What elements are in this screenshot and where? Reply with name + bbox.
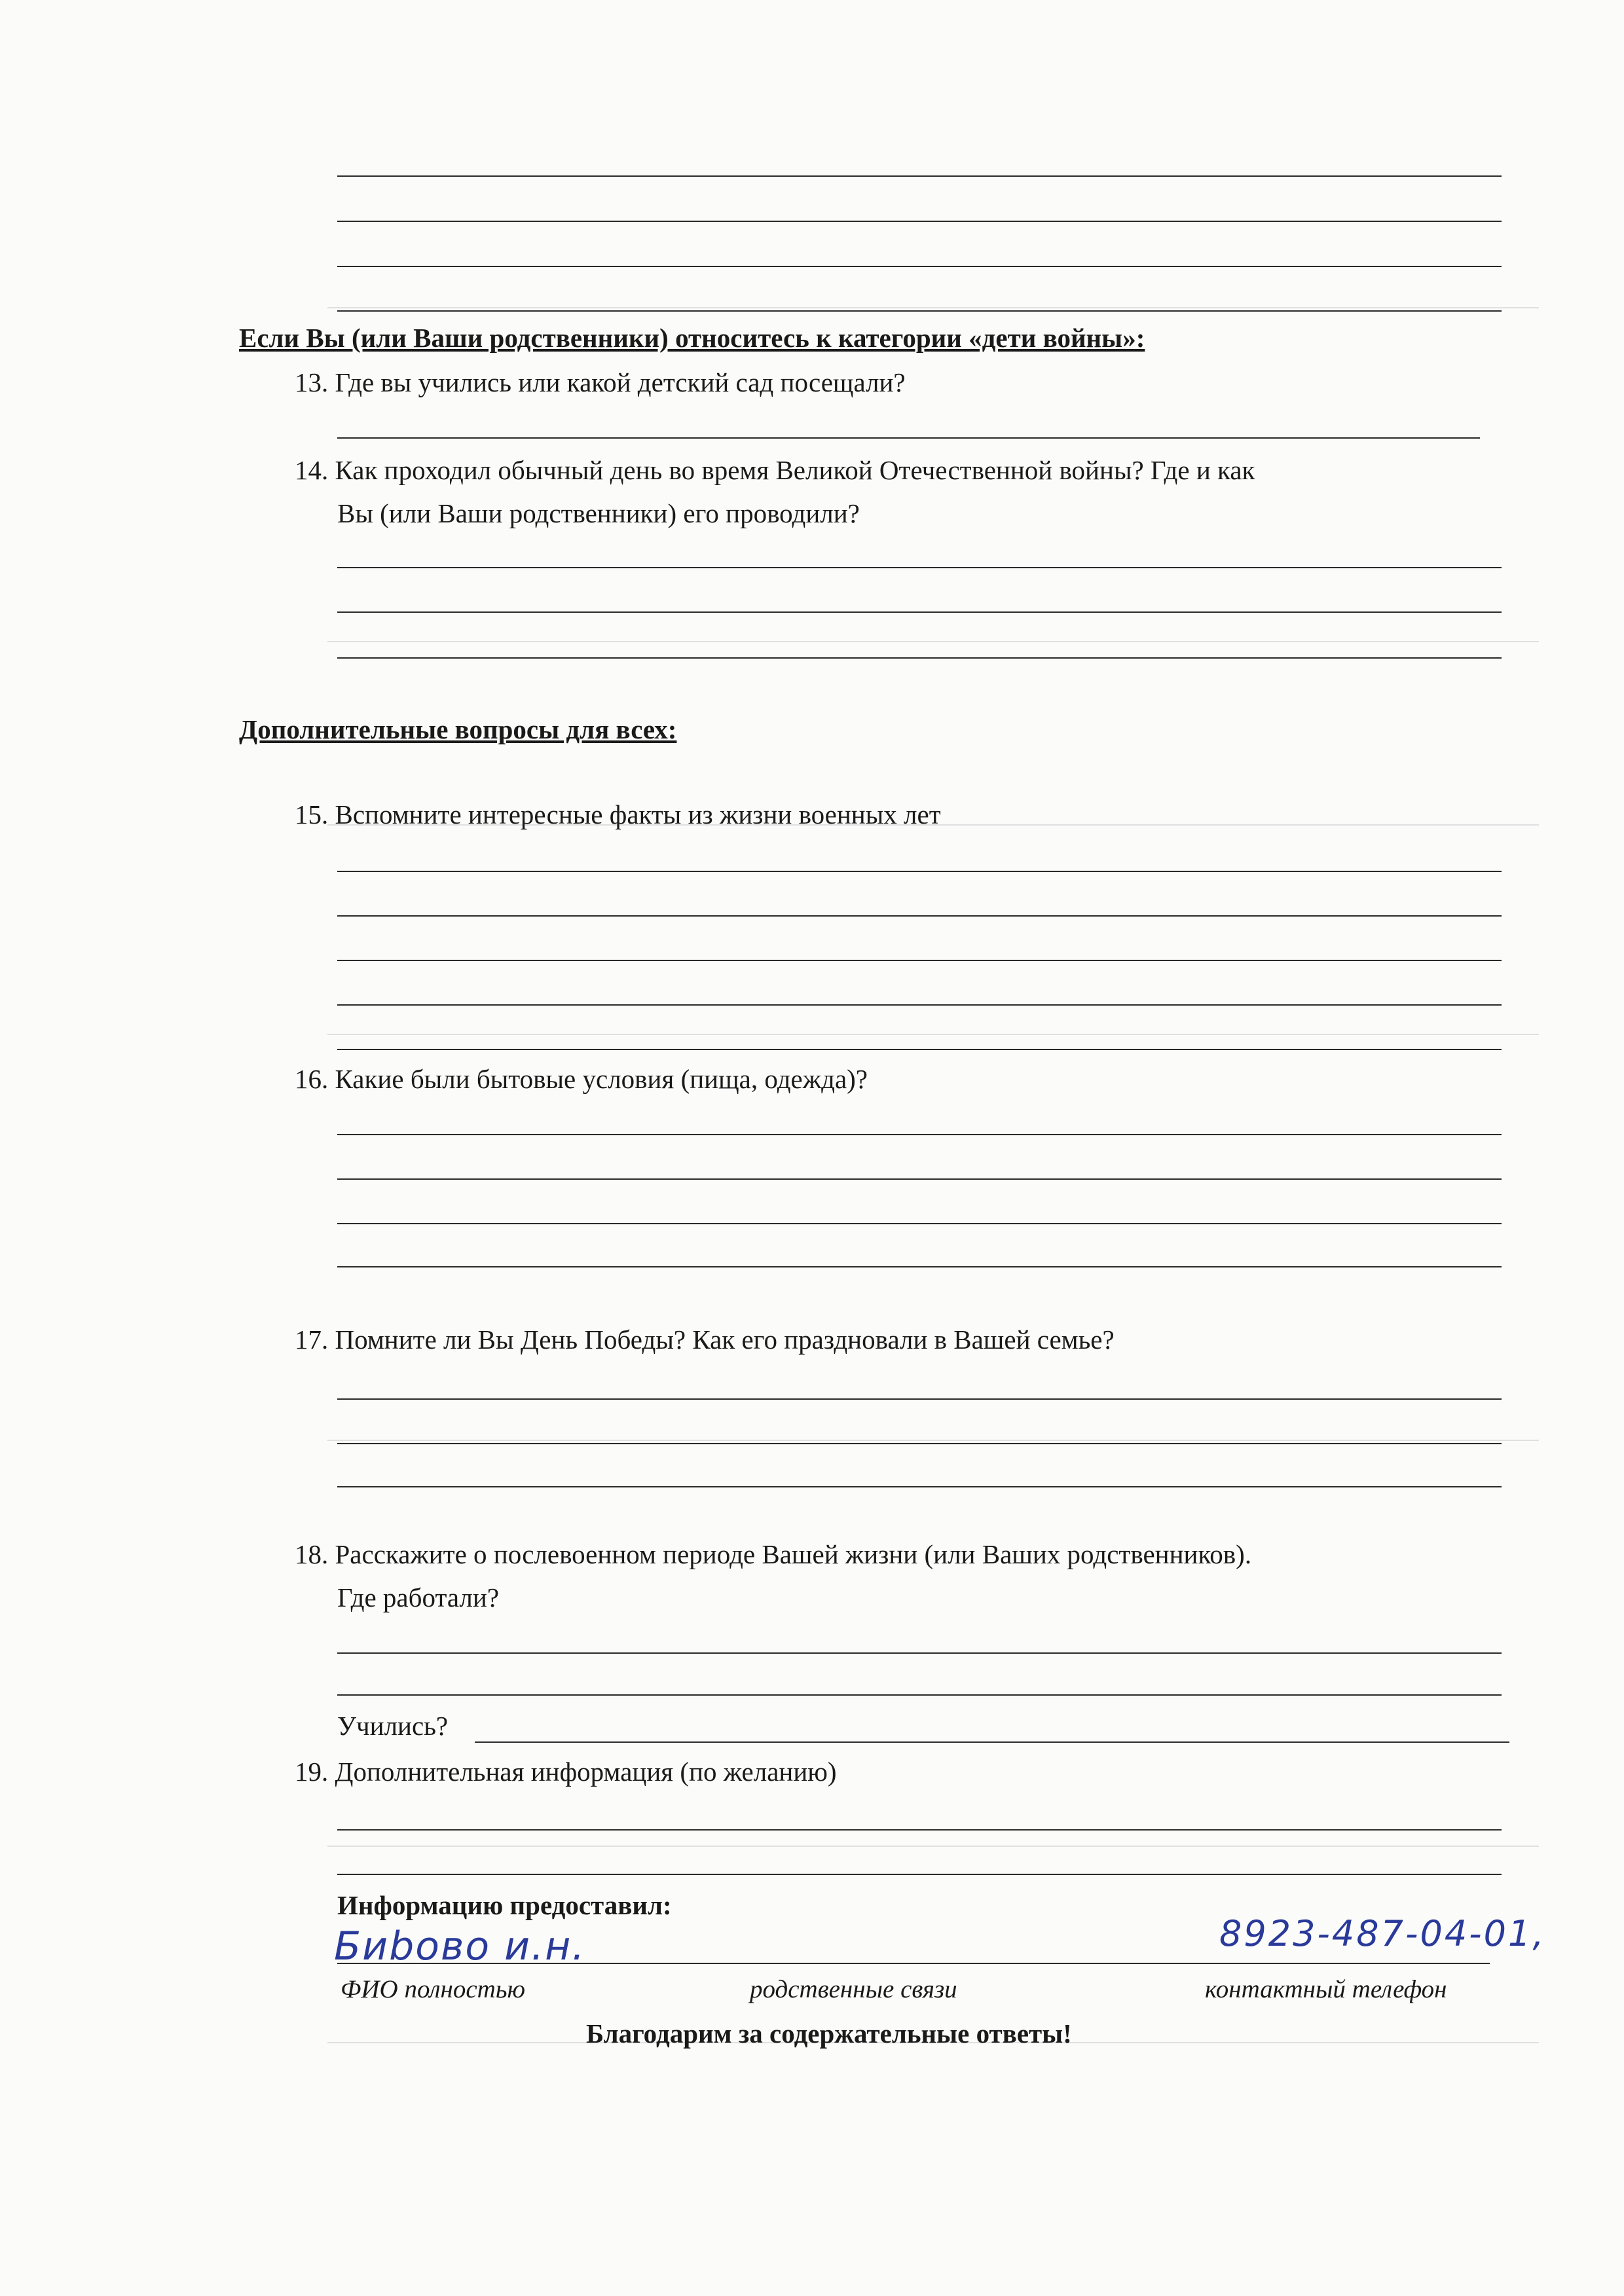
label-fio: ФИО полностью: [341, 1975, 526, 2003]
answer-line-q15[interactable]: [337, 1004, 1502, 1006]
question-18-studied: Учились?: [337, 1711, 449, 1741]
handwritten-name: Биbово и.н.: [334, 1923, 586, 1969]
provided-by-label: Информацию предоставил:: [337, 1890, 672, 1920]
question-17: 17. Помните ли Вы День Победы? Как его праздновали в Вашей семье?: [295, 1324, 1115, 1355]
label-phone: контактный телефон: [1205, 1975, 1447, 2003]
thanks-message: Благодарим за содержательные ответы!: [586, 2018, 1072, 2049]
question-14: 14. Как проходил обычный день во время Великой Отечественной войны? Где и как: [295, 455, 1255, 485]
answer-line-q14[interactable]: [337, 657, 1502, 659]
answer-line-q16[interactable]: [337, 1223, 1502, 1224]
answer-line-q16[interactable]: [337, 1178, 1502, 1180]
answer-line-q19[interactable]: [337, 1829, 1502, 1831]
answer-line-q15[interactable]: [337, 1049, 1502, 1050]
handwritten-phone: 8923-487-04-01,: [1219, 1913, 1546, 1954]
answer-line-q17[interactable]: [337, 1486, 1502, 1487]
answer-line-q16[interactable]: [337, 1266, 1502, 1267]
signature-line[interactable]: [337, 1963, 1490, 1964]
answer-line-q17[interactable]: [337, 1443, 1502, 1444]
answer-line-q17[interactable]: [337, 1398, 1502, 1400]
answer-line-q15[interactable]: [337, 915, 1502, 917]
label-relation: родственные связи: [750, 1975, 957, 2003]
section-heading-additional: Дополнительные вопросы для всех:: [239, 714, 677, 744]
answer-line-q14[interactable]: [337, 611, 1502, 613]
answer-line[interactable]: [337, 175, 1502, 177]
answer-line-q18-studied[interactable]: [475, 1741, 1509, 1743]
question-18-cont: Где работали?: [337, 1582, 500, 1613]
question-14-cont: Вы (или Ваши родственники) его проводили?: [337, 498, 860, 528]
question-15: 15. Вспомните интересные факты из жизни военных лет: [295, 799, 941, 829]
section-heading-children-of-war: Если Вы (или Ваши родственники) относитесь к категории «дети войны»:: [239, 323, 1145, 353]
answer-line[interactable]: [337, 310, 1502, 312]
answer-line-q13[interactable]: [337, 437, 1480, 439]
answer-line[interactable]: [337, 266, 1502, 267]
answer-line-q15[interactable]: [337, 871, 1502, 872]
question-16: 16. Какие были бытовые условия (пища, одежда)?: [295, 1064, 868, 1094]
question-19: 19. Дополнительная информация (по желанию): [295, 1757, 837, 1787]
answer-line[interactable]: [337, 221, 1502, 222]
answer-line-q16[interactable]: [337, 1134, 1502, 1135]
question-13: 13. Где вы учились или какой детский сад посещали?: [295, 367, 906, 397]
answer-line-q14[interactable]: [337, 567, 1502, 568]
answer-line-q18[interactable]: [337, 1652, 1502, 1654]
answer-line-q18[interactable]: [337, 1694, 1502, 1696]
answer-line-q19[interactable]: [337, 1874, 1502, 1875]
question-18: 18. Расскажите о послевоенном периоде Вашей жизни (или Ваших родственников).: [295, 1539, 1252, 1569]
answer-line-q15[interactable]: [337, 960, 1502, 961]
